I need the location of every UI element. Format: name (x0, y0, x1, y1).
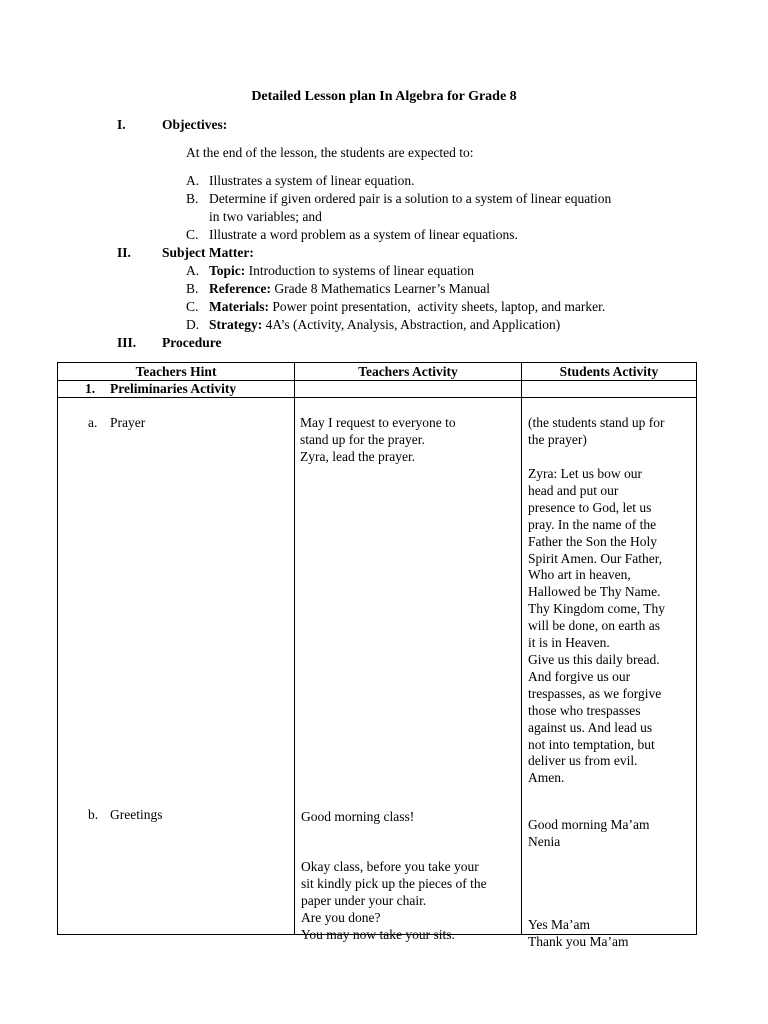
row-letter: a. (88, 415, 98, 430)
objective-letter: A. (186, 173, 200, 188)
subject-letter: C. (186, 299, 199, 314)
subject-label: Topic: (209, 263, 246, 278)
section-numeral-subject-matter: II. (117, 245, 131, 260)
subject-letter: D. (186, 317, 200, 332)
subject-value: 4A’s (Activity, Analysis, Abstraction, and Application) (265, 317, 561, 332)
section-heading-procedure: Procedure (162, 335, 222, 350)
cell-teachers-hint (58, 398, 295, 935)
subject-value: Introduction to systems of linear equation (245, 263, 474, 278)
subject-value: Power point presentation, activity sheets, laptop, and marker. (272, 299, 606, 314)
teacher-instruction-text: Okay class, before you take your sit kindly pick up the pieces of the paper under your chair. Are you done? You may now take your sits. (301, 859, 487, 942)
subject-letter: A. (186, 263, 200, 278)
cell-teachers-activity (295, 398, 522, 942)
cell-empty (295, 381, 522, 398)
student-greeting-reply: Good morning Ma’am Nenia (528, 817, 650, 849)
teacher-prayer-text: May I request to everyone to stand up for the prayer. Zyra, lead the prayer. (300, 415, 456, 464)
subject-item-reference (209, 280, 490, 297)
header-students-activity: Students Activity (522, 363, 697, 381)
table-row-preliminaries (58, 381, 697, 398)
document-title: Detailed Lesson plan In Algebra for Grade 8 (251, 89, 517, 104)
table-header-row (58, 363, 697, 381)
section-heading-subject-matter: Subject Matter: (162, 245, 254, 260)
row-label-prayer: Prayer (110, 415, 146, 430)
header-teachers-activity: Teachers Activity (295, 363, 522, 381)
student-final-reply: Yes Ma’am Thank you Ma’am (528, 917, 629, 949)
cell-preliminaries (58, 381, 295, 398)
objective-letter: B. (186, 191, 199, 206)
section-numeral-procedure: III. (117, 335, 137, 350)
section-heading-objectives: Objectives: (162, 117, 228, 132)
objectives-intro: At the end of the lesson, the students are expected to: (186, 145, 474, 160)
subject-item-materials (209, 298, 605, 315)
subject-label: Strategy: (209, 317, 263, 332)
procedure-table (57, 362, 697, 949)
section-numeral-objectives: I. (117, 117, 126, 132)
objective-item: Illustrates a system of linear equation. (209, 173, 415, 188)
student-prayer-text: Zyra: Let us bow our head and put our presence to God, let us pray. In the name of the Father the Son the Holy Spirit Amen. Our Father, Who art in heaven, Hallowed be Thy Name. Thy Kingdom come, Thy will be done, on earth as it is in Heaven. Give us this daily bread. And forgive us our trespasses, as we forgive those who trespasses against us. And lead us not into temptation, but deliver us from evil. Amen. (528, 466, 665, 786)
subject-label: Materials: (209, 299, 269, 314)
preliminaries-label: Preliminaries Activity (110, 381, 237, 396)
subject-item-topic (209, 262, 474, 279)
student-prayer-stand: (the students stand up for the prayer) (528, 415, 665, 447)
row-label-greetings: Greetings (110, 807, 163, 822)
cell-students-activity (522, 398, 697, 949)
objective-item: Determine if given ordered pair is a solution to a system of linear equation (209, 191, 612, 206)
preliminaries-number: 1. (85, 381, 96, 396)
row-letter: b. (88, 807, 99, 822)
subject-value: Grade 8 Mathematics Learner’s Manual (274, 281, 491, 296)
objective-item-continued: in two variables; and (209, 209, 322, 224)
cell-empty (522, 381, 697, 398)
subject-label: Reference: (209, 281, 271, 296)
subject-item-strategy (209, 316, 560, 333)
objective-letter: C. (186, 227, 199, 242)
objective-item: Illustrate a word problem as a system of linear equations. (209, 227, 518, 242)
teacher-greeting-text: Good morning class! (301, 809, 415, 824)
subject-letter: B. (186, 281, 199, 296)
header-teachers-hint: Teachers Hint (58, 363, 295, 381)
table-row-content (58, 398, 697, 935)
